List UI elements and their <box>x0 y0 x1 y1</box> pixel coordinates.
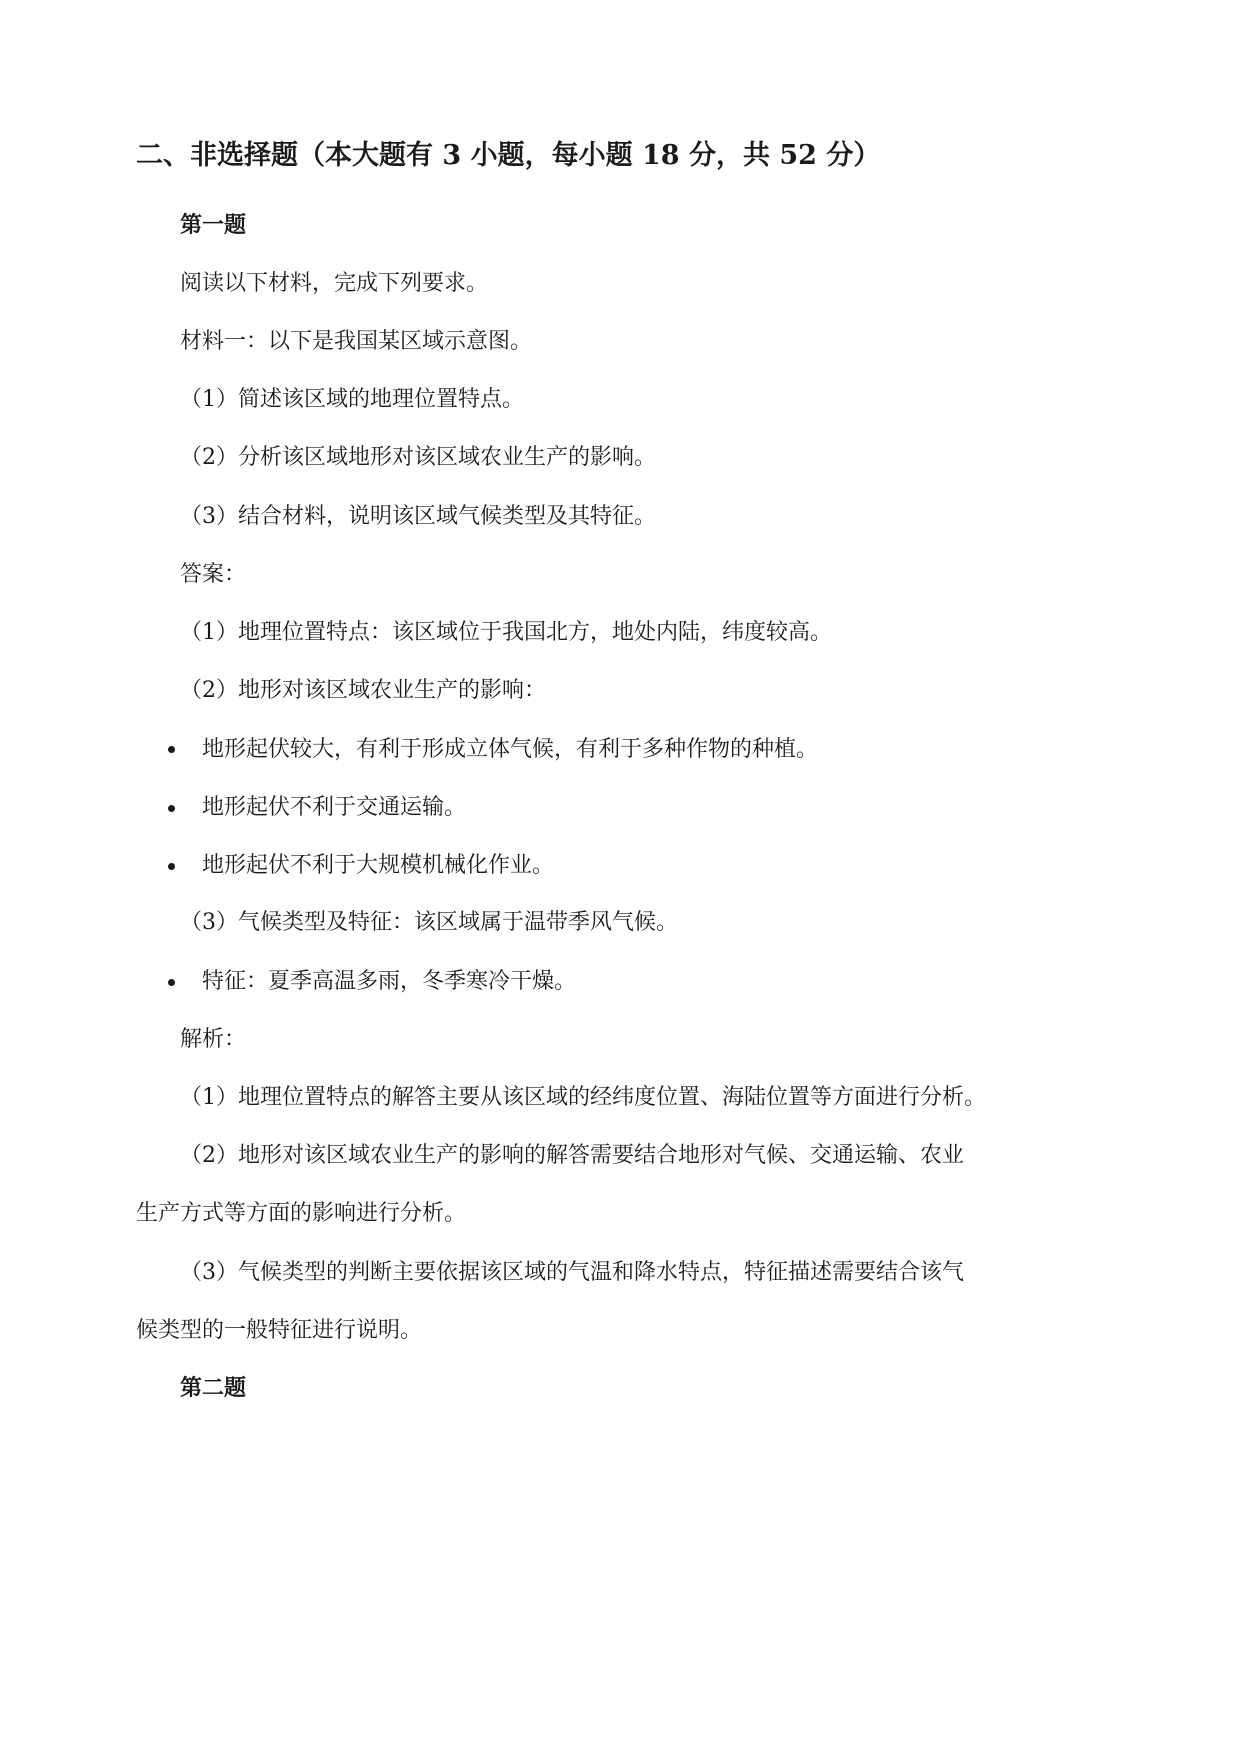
analysis-label: 解析： <box>180 1027 247 1052</box>
analysis-2-line-2: 生产方式等方面的影响进行分析。 <box>136 1201 467 1226</box>
answer-2-bullet: 地形起伏较大，有利于形成立体气候，有利于多种作物的种植。 <box>202 737 819 762</box>
bullet-icon <box>168 979 175 986</box>
answer-3-bullet: 特征：夏季高温多雨，冬季寒冷干燥。 <box>202 969 577 994</box>
answer-2: （2）地形对该区域农业生产的影响： <box>180 678 546 703</box>
material-1: 材料一：以下是我国某区域示意图。 <box>180 329 533 354</box>
question-1-intro: 阅读以下材料，完成下列要求。 <box>180 271 489 296</box>
question-2-title: 第二题 <box>180 1375 247 1401</box>
bullet-icon <box>168 805 175 812</box>
question-1-part-2: （2）分析该区域地形对该区域农业生产的影响。 <box>180 445 656 470</box>
answer-1: （1）地理位置特点：该区域位于我国北方，地处内陆，纬度较高。 <box>180 620 832 645</box>
question-1-part-3: （3）结合材料，说明该区域气候类型及其特征。 <box>180 504 656 529</box>
question-1-part-1: （1）简述该区域的地理位置特点。 <box>180 387 524 412</box>
bullet-icon <box>168 863 175 870</box>
analysis-3-line-1: （3）气候类型的判断主要依据该区域的气温和降水特点，特征描述需要结合该气 <box>180 1260 964 1285</box>
question-1-title: 第一题 <box>180 212 247 238</box>
answer-2-bullet: 地形起伏不利于交通运输。 <box>202 795 467 820</box>
answer-label: 答案： <box>180 562 247 587</box>
analysis-1: （1）地理位置特点的解答主要从该区域的经纬度位置、海陆位置等方面进行分析。 <box>180 1085 986 1110</box>
section-title: 二、非选择题（本大题有 3 小题，每小题 18 分，共 52 分） <box>136 140 881 171</box>
answer-2-bullet: 地形起伏不利于大规模机械化作业。 <box>202 853 555 878</box>
analysis-3-line-2: 候类型的一般特征进行说明。 <box>136 1318 423 1343</box>
analysis-2-line-1: （2）地形对该区域农业生产的影响的解答需要结合地形对气候、交通运输、农业 <box>180 1143 964 1168</box>
answer-3: （3）气候类型及特征：该区域属于温带季风气候。 <box>180 910 678 935</box>
bullet-icon <box>168 746 175 753</box>
